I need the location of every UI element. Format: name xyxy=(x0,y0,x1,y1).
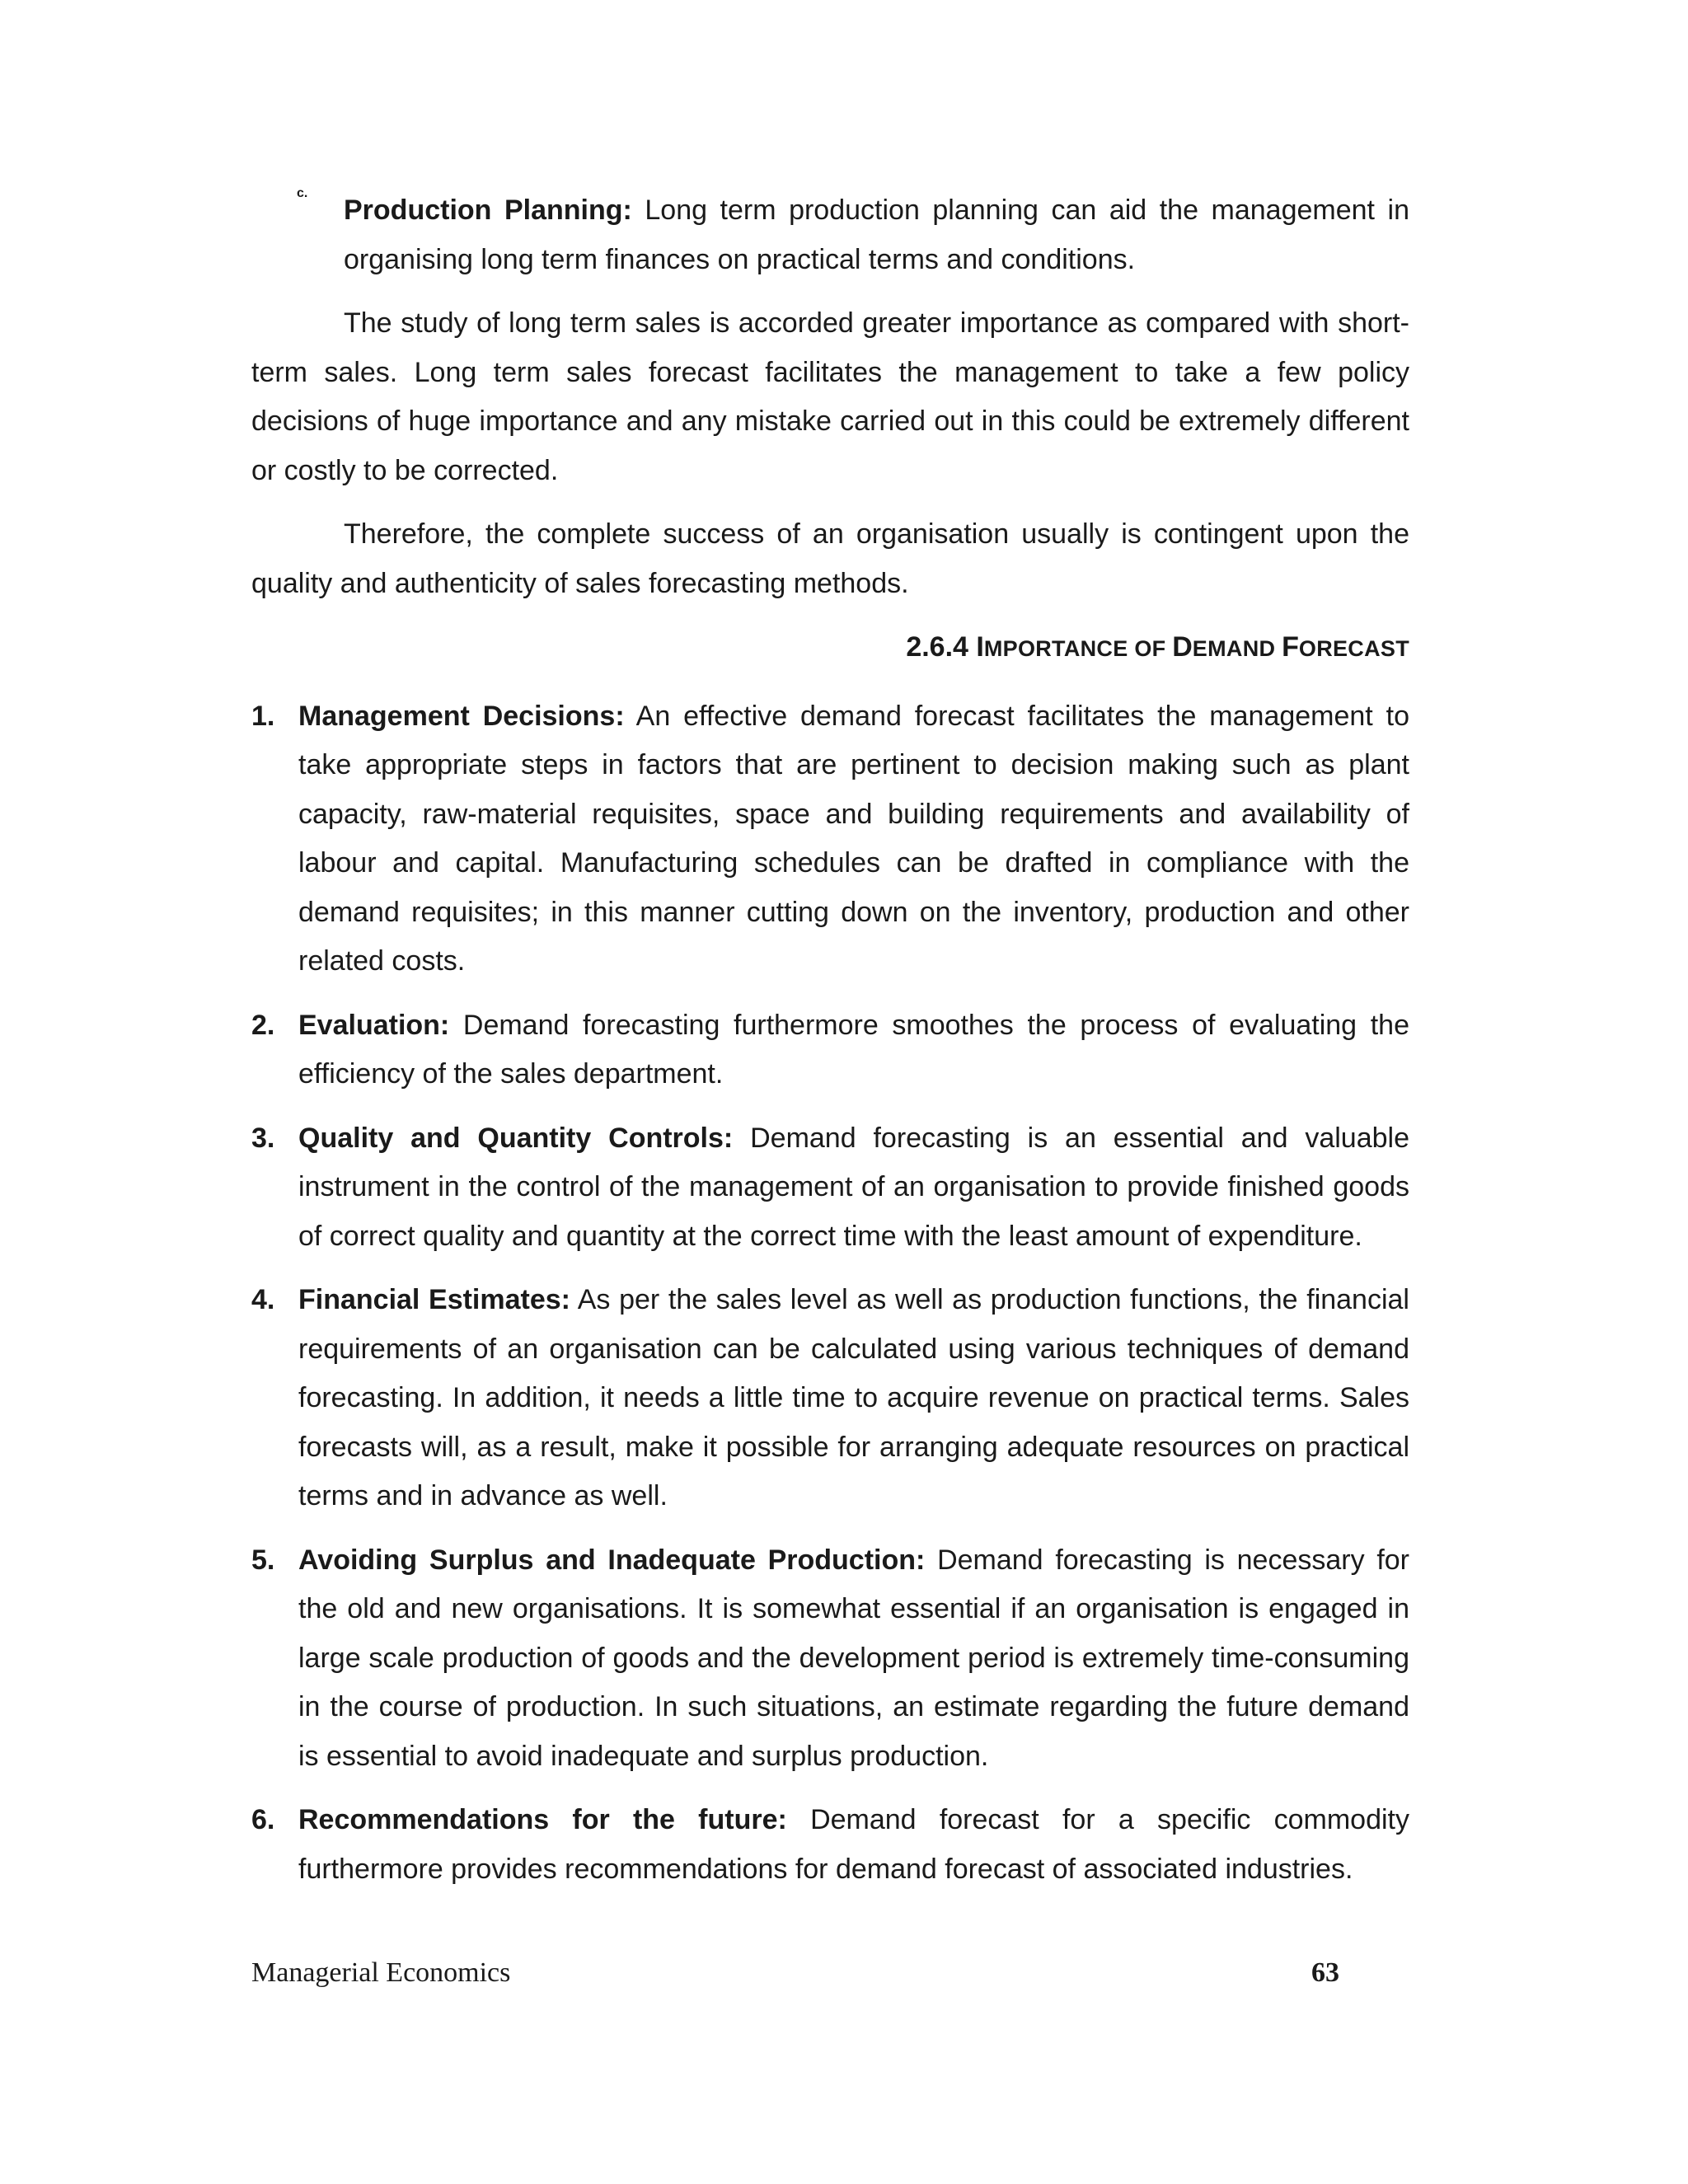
item-title: Management Decisions: xyxy=(298,700,625,732)
intro-list-item xyxy=(251,186,1409,284)
item-text: Demand forecast for a specific commodity furthermore provides recommendations for demand forecast of associated industries. xyxy=(298,1804,1410,1885)
item-title: Quality and Quantity Controls: xyxy=(298,1122,734,1154)
item-text: Demand forecasting furthermore smoothes the process of evaluating the efficiency of the sales department. xyxy=(298,1009,1409,1090)
item-text: An effective demand forecast facilitates the management to take appropriate steps in factors that are pertinent to decision making such as plant capacity, raw-material requisites, space and building requirements and availability of labour and capital. Manufacturing schedules can be drafted in compliance with the demand requisites; in this manner cutting down on the inventory, production and other related costs. xyxy=(298,700,1409,977)
item-title: Recommendations for the future: xyxy=(298,1804,787,1835)
page-number: 63 xyxy=(1311,1957,1339,1988)
item-number: 4. xyxy=(251,1284,275,1315)
section-title-cap: D xyxy=(1172,631,1193,663)
section-title-cap: F xyxy=(1282,631,1299,663)
item-number: 3. xyxy=(251,1122,275,1154)
page-body xyxy=(251,186,1409,1909)
item-title: Production Planning: xyxy=(344,194,632,226)
item-text: As per the sales level as well as production functions, the financial requirements of an organisation can be calculated using various techniques of demand forecasting. In addition, it needs a little time to acquire revenue on practical terms. Sales forecasts will, as a result, make it possible for arranging adequate resources on practical terms and in advance as well. xyxy=(298,1284,1409,1511)
item-title: Financial Estimates: xyxy=(298,1284,570,1315)
paragraph: Therefore, the complete success of an organisation usually is contingent upon the quality and authenticity of sales forecasting methods. xyxy=(251,518,1409,599)
list-item xyxy=(251,1796,1409,1894)
section-title-cap: I xyxy=(976,631,984,663)
section-heading xyxy=(251,623,1409,674)
list-marker: c. xyxy=(297,186,308,200)
item-text: Long term production planning can aid the management in organising long term finances on practical terms and conditions. xyxy=(344,194,1409,275)
paragraph: The study of long term sales is accorded greater importance as compared with short-term sales. Long term sales forecast facilitates the management to take a few policy decisions of huge importance and any mistake carried out in this could be extremely different or costly to be corrected. xyxy=(251,307,1409,486)
list-item xyxy=(251,1001,1409,1099)
list-item xyxy=(251,692,1409,987)
item-text: Demand forecasting is necessary for the old and new organisations. It is somewhat essential if an organisation is engaged in large scale production of goods and the development period is extremely time-consuming in the course of production. In such situations, an estimate regarding the future demand is essential to avoid inadequate and surplus production. xyxy=(298,1544,1410,1772)
book-title: Managerial Economics xyxy=(251,1957,511,1988)
list-item xyxy=(251,1276,1409,1521)
section-title-small: EMAND xyxy=(1192,636,1282,661)
item-number: 2. xyxy=(251,1009,275,1041)
item-number: 6. xyxy=(251,1804,275,1835)
item-number: 5. xyxy=(251,1544,275,1576)
item-title: Avoiding Surplus and Inadequate Production: xyxy=(298,1544,926,1576)
list-item xyxy=(251,1536,1409,1782)
section-number: 2.6.4 xyxy=(906,631,968,663)
list-item xyxy=(251,1114,1409,1262)
item-text: Demand forecasting is an essential and valuable instrument in the control of the management of an organisation to provide finished goods of correct quality and quantity at the correct time with the least amount of expenditure. xyxy=(298,1122,1409,1252)
item-title: Evaluation: xyxy=(298,1009,450,1041)
item-number: 1. xyxy=(251,700,275,732)
section-title-small: ORECAST xyxy=(1298,636,1409,661)
section-title-small: MPORTANCE OF xyxy=(983,636,1173,661)
